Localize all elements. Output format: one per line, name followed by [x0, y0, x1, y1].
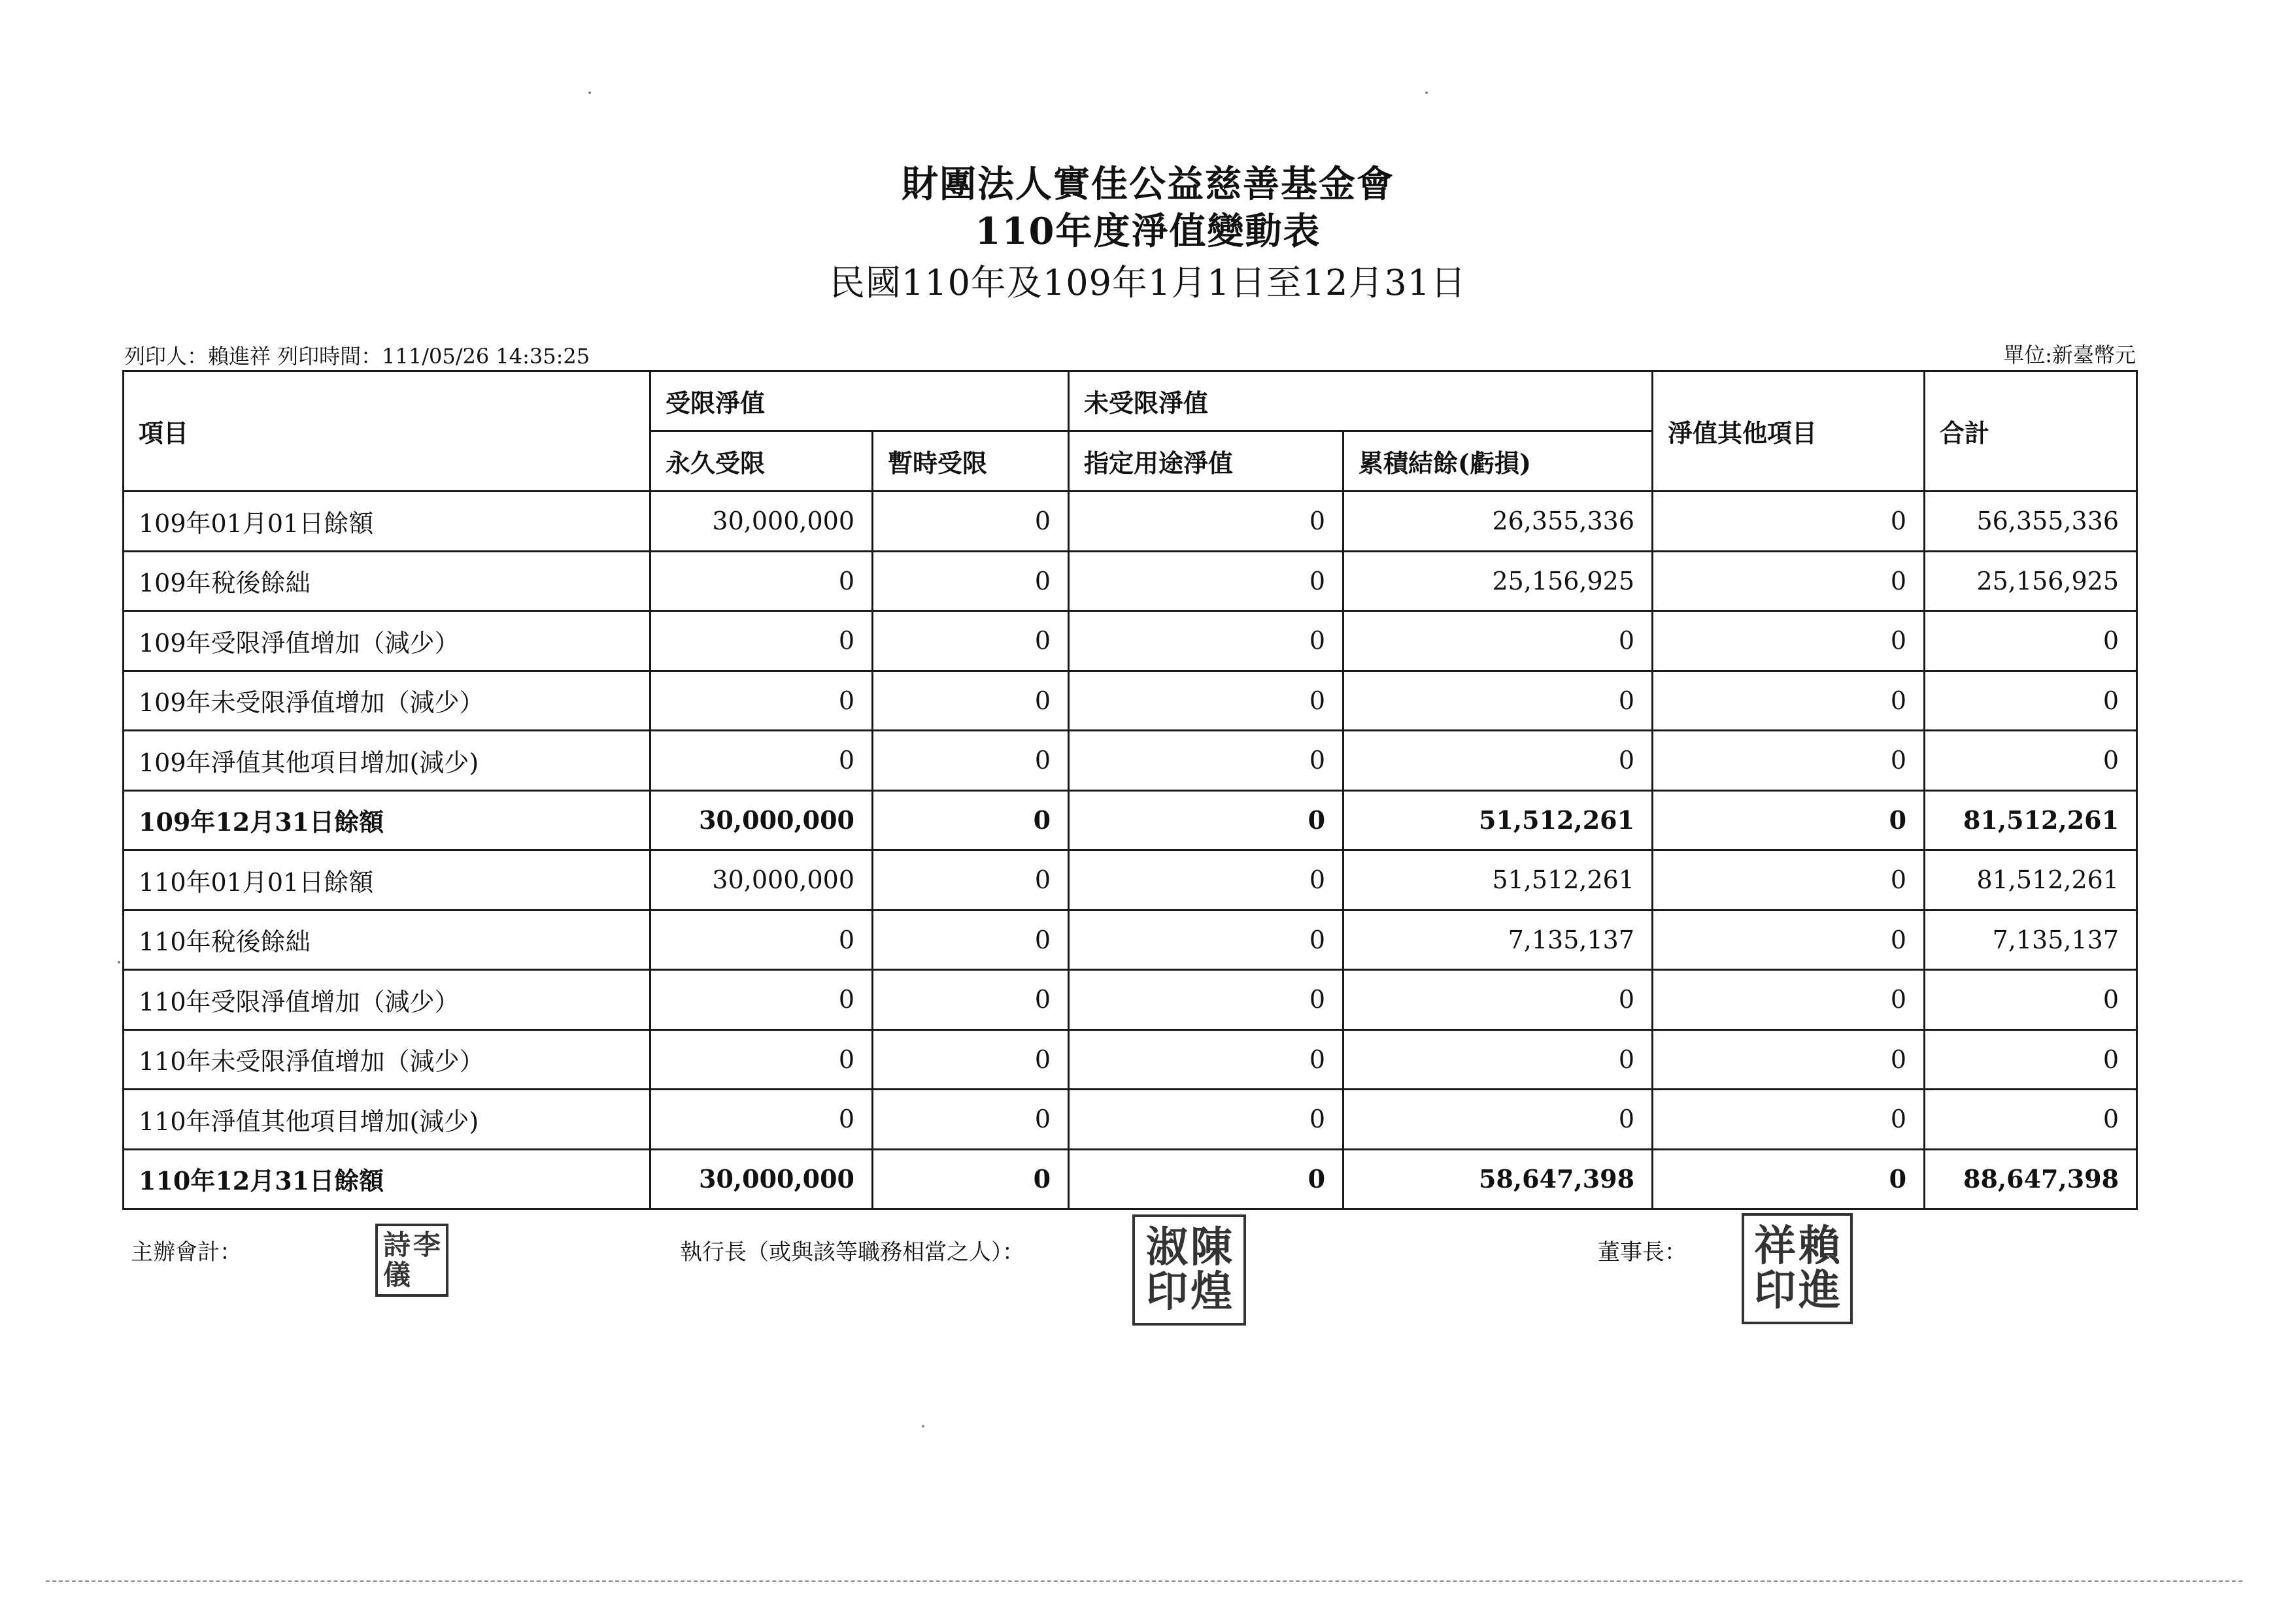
- table-body: [124, 492, 2137, 1209]
- chairman-label: 董事長：: [1598, 1239, 1687, 1265]
- value-cell: 81,512,261: [1925, 790, 2137, 850]
- value-cell: 0: [1925, 970, 2137, 1030]
- seal-char: 祥: [1754, 1222, 1796, 1271]
- table-row: [124, 551, 2137, 611]
- scan-speck: [588, 92, 591, 94]
- seal-char: 李: [413, 1229, 441, 1261]
- header-item: 項目: [124, 371, 650, 492]
- scan-speck: [1425, 92, 1428, 94]
- chairman-seal: [1742, 1213, 1853, 1324]
- value-cell: 0: [1653, 1090, 1925, 1150]
- seal-char: [413, 1262, 441, 1289]
- table-row: [124, 611, 2137, 671]
- value-cell: 0: [1069, 611, 1343, 671]
- value-cell: 0: [1343, 970, 1653, 1030]
- row-label: 109年12月31日餘額: [124, 790, 650, 850]
- value-cell: 0: [1343, 1029, 1653, 1090]
- seal-char: 印: [1754, 1266, 1796, 1315]
- value-cell: 0: [1069, 671, 1343, 731]
- value-cell: 0: [1653, 551, 1925, 611]
- value-cell: 25,156,925: [1343, 551, 1653, 611]
- value-cell: 0: [650, 731, 873, 791]
- currency-unit: 單位:新臺幣元: [2003, 343, 2136, 367]
- ceo-label: 執行長（或與該等職務相當之人）：: [680, 1239, 1024, 1265]
- table-row: [124, 1149, 2137, 1209]
- accountant-label: 主辦會計：: [131, 1239, 242, 1265]
- value-cell: 0: [650, 671, 873, 731]
- value-cell: 0: [1653, 1029, 1925, 1090]
- header-permanent: 永久受限: [650, 431, 873, 492]
- value-cell: 0: [873, 492, 1069, 552]
- value-cell: 0: [1343, 731, 1653, 791]
- table-row: [124, 731, 2137, 791]
- value-cell: 0: [1925, 671, 2137, 731]
- value-cell: 0: [1069, 1029, 1343, 1090]
- value-cell: 0: [650, 1029, 873, 1090]
- value-cell: 0: [1653, 1149, 1925, 1209]
- net-worth-change-table: [122, 370, 2138, 1210]
- row-label: 110年01月01日餘額: [124, 850, 650, 911]
- row-label: 109年稅後餘絀: [124, 551, 650, 611]
- seal-char: 賴: [1798, 1222, 1840, 1271]
- table-row: [124, 850, 2137, 911]
- value-cell: 26,355,336: [1343, 492, 1653, 552]
- value-cell: 88,647,398: [1925, 1149, 2137, 1209]
- value-cell: 0: [873, 1149, 1069, 1209]
- scan-speck: [118, 961, 120, 963]
- value-cell: 7,135,137: [1925, 910, 2137, 970]
- seal-char: 陳: [1190, 1223, 1232, 1272]
- value-cell: 0: [1653, 910, 1925, 970]
- value-cell: 0: [873, 850, 1069, 911]
- row-label: 110年稅後餘絀: [124, 910, 650, 970]
- header-total: 合計: [1925, 371, 2137, 492]
- value-cell: 0: [650, 1090, 873, 1150]
- value-cell: 0: [1069, 970, 1343, 1030]
- value-cell: 30,000,000: [650, 850, 873, 911]
- value-cell: 0: [1069, 492, 1343, 552]
- value-cell: 0: [1925, 1090, 2137, 1150]
- value-cell: 0: [1653, 970, 1925, 1030]
- table-row: [124, 1029, 2137, 1090]
- value-cell: 56,355,336: [1925, 492, 2137, 552]
- header-accumulated: 累積結餘(虧損): [1343, 431, 1653, 492]
- value-cell: 0: [1069, 731, 1343, 791]
- value-cell: 0: [1653, 492, 1925, 552]
- scan-speck: [922, 1425, 924, 1428]
- header-restricted: 受限淨值: [650, 371, 1069, 431]
- value-cell: 0: [873, 1029, 1069, 1090]
- value-cell: 0: [873, 731, 1069, 791]
- table-row: [124, 910, 2137, 970]
- value-cell: 0: [873, 790, 1069, 850]
- row-label: 109年受限淨值增加（減少）: [124, 611, 650, 671]
- value-cell: 0: [1653, 850, 1925, 911]
- value-cell: 25,156,925: [1925, 551, 2137, 611]
- seal-char: 煌: [1190, 1267, 1232, 1316]
- value-cell: 0: [1343, 611, 1653, 671]
- table-row: [124, 970, 2137, 1030]
- print-info: 列印人：賴進祥 列印時間：111/05/26 14:35:25: [124, 344, 590, 369]
- header-unrestricted: 未受限淨值: [1069, 371, 1653, 431]
- report-title: 110年度淨值變動表: [975, 210, 1321, 253]
- row-label: 109年01月01日餘額: [124, 492, 650, 552]
- value-cell: 81,512,261: [1925, 850, 2137, 911]
- value-cell: 0: [873, 551, 1069, 611]
- row-label: 109年淨值其他項目增加(減少): [124, 731, 650, 791]
- header-designated: 指定用途淨值: [1069, 431, 1343, 492]
- value-cell: 0: [873, 611, 1069, 671]
- value-cell: 0: [1069, 1149, 1343, 1209]
- value-cell: 0: [1069, 910, 1343, 970]
- row-label: 109年未受限淨值增加（減少）: [124, 671, 650, 731]
- value-cell: 0: [1653, 611, 1925, 671]
- seal-char: 印: [1146, 1267, 1188, 1316]
- table-row: [124, 492, 2137, 552]
- value-cell: 0: [650, 551, 873, 611]
- table-row: [124, 1090, 2137, 1150]
- value-cell: 0: [1069, 551, 1343, 611]
- value-cell: 0: [1925, 1029, 2137, 1090]
- value-cell: 0: [1653, 671, 1925, 731]
- value-cell: 7,135,137: [1343, 910, 1653, 970]
- value-cell: 30,000,000: [650, 1149, 873, 1209]
- table-row: [124, 790, 2137, 850]
- header-temporary: 暫時受限: [873, 431, 1069, 492]
- ceo-seal: [1132, 1214, 1246, 1326]
- page-bottom-rule: [46, 1580, 2242, 1582]
- value-cell: 0: [650, 970, 873, 1030]
- row-label: 110年12月31日餘額: [124, 1149, 650, 1209]
- report-period: 民國110年及109年1月1日至12月31日: [829, 262, 1467, 303]
- value-cell: 0: [873, 970, 1069, 1030]
- value-cell: 0: [873, 1090, 1069, 1150]
- value-cell: 0: [1653, 790, 1925, 850]
- value-cell: 0: [1069, 1090, 1343, 1150]
- value-cell: 0: [1925, 731, 2137, 791]
- seal-char: 進: [1798, 1266, 1840, 1315]
- accountant-seal: [375, 1224, 448, 1297]
- value-cell: 51,512,261: [1343, 790, 1653, 850]
- value-cell: 0: [1069, 850, 1343, 911]
- value-cell: 30,000,000: [650, 790, 873, 850]
- value-cell: 0: [1343, 671, 1653, 731]
- value-cell: 30,000,000: [650, 492, 873, 552]
- seal-char: 儀: [382, 1259, 411, 1291]
- value-cell: 58,647,398: [1343, 1149, 1653, 1209]
- seal-char: 詩: [382, 1229, 411, 1261]
- table-row: [124, 671, 2137, 731]
- value-cell: 0: [1653, 731, 1925, 791]
- value-cell: 0: [650, 611, 873, 671]
- value-cell: 0: [1925, 611, 2137, 671]
- value-cell: 0: [873, 671, 1069, 731]
- organization-name: 財團法人實佳公益慈善基金會: [902, 163, 1394, 206]
- value-cell: 0: [1069, 790, 1343, 850]
- header-other: 淨值其他項目: [1653, 371, 1925, 492]
- value-cell: 0: [650, 910, 873, 970]
- value-cell: 0: [1343, 1090, 1653, 1150]
- row-label: 110年未受限淨值增加（減少）: [124, 1029, 650, 1090]
- row-label: 110年受限淨值增加（減少）: [124, 970, 650, 1030]
- seal-char: 淑: [1146, 1223, 1188, 1272]
- value-cell: 51,512,261: [1343, 850, 1653, 911]
- value-cell: 0: [873, 910, 1069, 970]
- row-label: 110年淨值其他項目增加(減少): [124, 1090, 650, 1150]
